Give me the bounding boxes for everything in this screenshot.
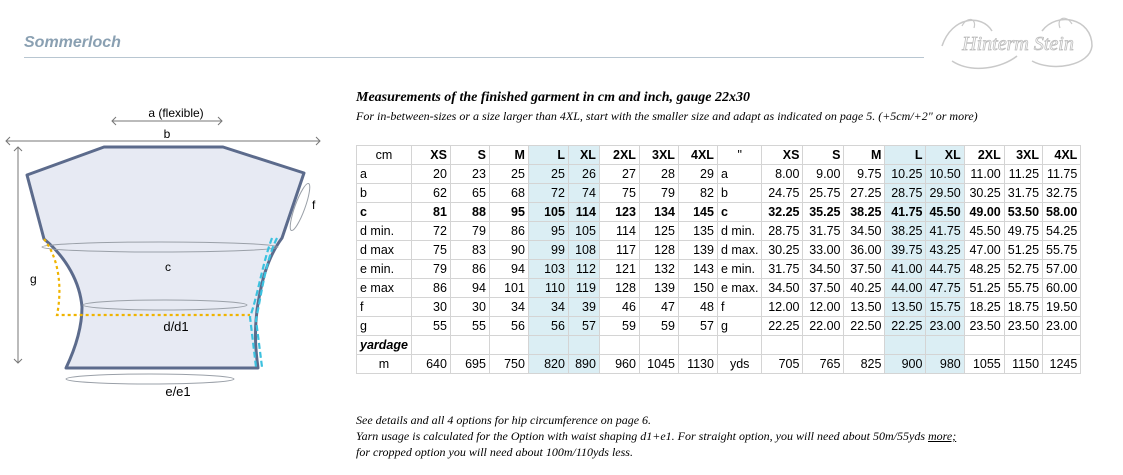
empty-cell [926,336,964,355]
yardage-yds-value: 765 [803,355,844,374]
cm-value: 59 [639,317,678,336]
size-header-cm: 4XL [678,146,717,165]
note-options: See details and all 4 options for hip circumference on page 6. [356,413,652,427]
cm-value: 95 [489,203,528,222]
page-title: Sommerloch [24,34,121,51]
cm-value: 114 [568,203,599,222]
cm-value: 101 [489,279,528,298]
inch-value: 44.00 [885,279,926,298]
row-label: e max [357,279,412,298]
inch-value: 29.50 [926,184,964,203]
cm-value: 132 [639,260,678,279]
cm-value: 75 [599,184,639,203]
empty-cell [1004,336,1042,355]
cm-value: 105 [528,203,568,222]
inch-value: 34.50 [762,279,803,298]
inch-value: 31.75 [1004,184,1042,203]
yardage-yds-value: 705 [762,355,803,374]
size-header-inch: 2XL [964,146,1004,165]
inch-value: 23.50 [964,317,1004,336]
size-header-inch: XS [762,146,803,165]
yardage-m-value: 1130 [678,355,717,374]
inch-value: 48.25 [964,260,1004,279]
cm-value: 29 [678,165,717,184]
row-label: b [357,184,412,203]
inch-value: 18.25 [964,298,1004,317]
empty-cell [489,336,528,355]
cm-value: 110 [528,279,568,298]
cm-value: 27 [599,165,639,184]
intro [356,90,1116,124]
yardage-m-value: 890 [568,355,599,374]
size-header-cm: M [489,146,528,165]
row-label-inch: c [717,203,762,222]
yardage-row [357,355,1081,374]
cm-value: 125 [639,222,678,241]
label-c: c [165,260,171,274]
empty-cell [964,336,1004,355]
cm-value: 75 [411,241,450,260]
row-label-inch: g [717,317,762,336]
inch-value: 19.50 [1043,298,1081,317]
inch-value: 30.25 [762,241,803,260]
cm-value: 103 [528,260,568,279]
inch-value: 38.25 [885,222,926,241]
cm-value: 99 [528,241,568,260]
brand-logo [932,6,1102,78]
inch-value: 41.75 [926,222,964,241]
inch-value: 31.75 [803,222,844,241]
inch-value: 31.75 [762,260,803,279]
cm-value: 105 [568,222,599,241]
cm-value: 62 [411,184,450,203]
inch-value: 44.75 [926,260,964,279]
cm-value: 28 [639,165,678,184]
table-row [357,298,1081,317]
header-cm: cm [357,146,412,165]
yardage-heading: yardage [357,336,412,355]
inch-value: 45.50 [926,203,964,222]
inch-value: 47.75 [926,279,964,298]
size-header-cm: XS [411,146,450,165]
label-d: d/d1 [163,319,189,334]
inch-value: 35.25 [803,203,844,222]
yardage-label-yds: yds [717,355,762,374]
inch-value: 13.50 [844,298,885,317]
inch-value: 9.00 [803,165,844,184]
row-label: a [357,165,412,184]
inch-value: 34.50 [844,222,885,241]
row-label: f [357,298,412,317]
cm-value: 86 [450,260,489,279]
label-e: e/e1 [165,384,191,399]
header-inch: " [717,146,762,165]
yardage-yds-value: 1245 [1043,355,1081,374]
empty-cell [844,336,885,355]
svg-text:Hinterm Stein: Hinterm Stein [962,33,1074,55]
table-row [357,165,1081,184]
cm-value: 95 [528,222,568,241]
inch-value: 22.00 [803,317,844,336]
row-label: e min. [357,260,412,279]
cm-value: 74 [568,184,599,203]
table-row [357,260,1081,279]
cm-value: 79 [639,184,678,203]
size-header-inch: 3XL [1004,146,1042,165]
inch-value: 12.00 [803,298,844,317]
cm-value: 25 [489,165,528,184]
table-header-row [357,146,1081,165]
cm-value: 79 [411,260,450,279]
cm-value: 82 [678,184,717,203]
inch-value: 40.25 [844,279,885,298]
inch-value: 36.00 [844,241,885,260]
cm-value: 94 [450,279,489,298]
inch-value: 22.25 [762,317,803,336]
yardage-section-row [357,336,1081,355]
inch-value: 23.50 [1004,317,1042,336]
inch-value: 13.50 [885,298,926,317]
inch-value: 55.75 [1043,241,1081,260]
inch-value: 47.00 [964,241,1004,260]
yardage-m-value: 1045 [639,355,678,374]
cm-value: 39 [568,298,599,317]
note-yarn-more: more; [928,429,957,443]
note-yarn [356,428,956,444]
size-header-inch: 4XL [1043,146,1081,165]
table-row [357,203,1081,222]
size-header-cm: 3XL [639,146,678,165]
cm-value: 30 [411,298,450,317]
garment-body [27,147,304,368]
cm-value: 81 [411,203,450,222]
cm-value: 114 [599,222,639,241]
cm-value: 34 [528,298,568,317]
yardage-m-value: 750 [489,355,528,374]
size-header-cm: XL [568,146,599,165]
inch-value: 22.25 [885,317,926,336]
empty-cell [411,336,450,355]
inch-value: 51.25 [964,279,1004,298]
cm-value: 139 [678,241,717,260]
table-row [357,317,1081,336]
inch-value: 11.75 [1043,165,1081,184]
inch-value: 37.50 [803,279,844,298]
size-header-inch: M [844,146,885,165]
cm-value: 57 [678,317,717,336]
yardage-m-value: 640 [411,355,450,374]
cm-value: 83 [450,241,489,260]
cm-value: 46 [599,298,639,317]
cm-value: 25 [528,165,568,184]
inch-value: 27.25 [844,184,885,203]
label-f: f [312,198,316,212]
yardage-m-value: 695 [450,355,489,374]
label-g: g [30,272,37,286]
inch-value: 25.75 [803,184,844,203]
table-row [357,222,1081,241]
yardage-m-value: 820 [528,355,568,374]
cm-value: 65 [450,184,489,203]
size-header-inch: L [885,146,926,165]
inch-value: 49.75 [1004,222,1042,241]
empty-cell [1043,336,1081,355]
cm-value: 128 [639,241,678,260]
header-divider [24,57,924,58]
cm-value: 123 [599,203,639,222]
size-header-cm: S [450,146,489,165]
inch-value: 30.25 [964,184,1004,203]
inch-value: 43.25 [926,241,964,260]
inch-value: 28.75 [762,222,803,241]
cm-value: 59 [599,317,639,336]
empty-cell [528,336,568,355]
empty-cell [568,336,599,355]
cm-value: 128 [599,279,639,298]
cm-value: 139 [639,279,678,298]
inch-value: 34.50 [803,260,844,279]
intro-subtitle: For in-between-sizes or a size larger than 4XL, start with the smaller size and adapt as indicated on page 5. (+5cm/+2" or more) [356,109,978,123]
row-label: d max [357,241,412,260]
inch-value: 37.50 [844,260,885,279]
cm-value: 108 [568,241,599,260]
inch-value: 39.75 [885,241,926,260]
inch-value: 53.50 [1004,203,1042,222]
notes [356,412,956,460]
inch-value: 55.75 [1004,279,1042,298]
garment-diagram [0,95,340,475]
inch-value: 58.00 [1043,203,1081,222]
inch-value: 45.50 [964,222,1004,241]
cm-value: 88 [450,203,489,222]
cm-value: 68 [489,184,528,203]
table-row [357,279,1081,298]
cm-value: 79 [450,222,489,241]
inch-value: 32.25 [762,203,803,222]
yardage-yds-value: 980 [926,355,964,374]
inch-value: 57.00 [1043,260,1081,279]
inch-value: 18.75 [1004,298,1042,317]
cm-value: 34 [489,298,528,317]
table-row [357,241,1081,260]
cm-value: 86 [411,279,450,298]
inch-value: 12.00 [762,298,803,317]
cm-value: 26 [568,165,599,184]
inch-value: 23.00 [1043,317,1081,336]
inch-value: 32.75 [1043,184,1081,203]
inch-value: 15.75 [926,298,964,317]
empty-cell [639,336,678,355]
cm-value: 30 [450,298,489,317]
cm-value: 117 [599,241,639,260]
empty-cell [450,336,489,355]
cm-value: 119 [568,279,599,298]
cm-value: 72 [528,184,568,203]
empty-cell [885,336,926,355]
row-label-inch: d min. [717,222,762,241]
cm-value: 90 [489,241,528,260]
inch-value: 24.75 [762,184,803,203]
row-label-inch: a [717,165,762,184]
inch-value: 23.00 [926,317,964,336]
inch-value: 52.75 [1004,260,1042,279]
note-yarn-text: Yarn usage is calculated for the Option with waist shaping d1+e1. For straight option, you will need about 50m/55yds [356,429,925,443]
yardage-yds-value: 900 [885,355,926,374]
empty-cell [717,336,762,355]
label-b: b [163,127,171,141]
row-label: g [357,317,412,336]
cm-value: 94 [489,260,528,279]
inch-value: 28.75 [885,184,926,203]
yardage-label-m: m [357,355,412,374]
inch-value: 33.00 [803,241,844,260]
cm-value: 47 [639,298,678,317]
cm-value: 86 [489,222,528,241]
cm-value: 72 [411,222,450,241]
cm-value: 134 [639,203,678,222]
yardage-yds-value: 1055 [964,355,1004,374]
inch-value: 54.25 [1043,222,1081,241]
measurements-table [356,145,1081,374]
cm-value: 55 [450,317,489,336]
row-label-inch: e max. [717,279,762,298]
inch-value: 22.50 [844,317,885,336]
inch-value: 41.00 [885,260,926,279]
size-header-inch: S [803,146,844,165]
row-label-inch: e min. [717,260,762,279]
empty-cell [678,336,717,355]
row-label-inch: f [717,298,762,317]
inch-value: 49.00 [964,203,1004,222]
label-a: a (flexible) [148,106,204,120]
size-header-inch: XL [926,146,964,165]
inch-value: 8.00 [762,165,803,184]
cm-value: 143 [678,260,717,279]
row-label: c [357,203,412,222]
yardage-yds-value: 1150 [1004,355,1042,374]
empty-cell [762,336,803,355]
inch-value: 9.75 [844,165,885,184]
size-header-cm: 2XL [599,146,639,165]
inch-value: 51.25 [1004,241,1042,260]
inch-value: 38.25 [844,203,885,222]
table-row [357,184,1081,203]
cm-value: 121 [599,260,639,279]
cm-value: 48 [678,298,717,317]
cm-value: 56 [489,317,528,336]
cm-value: 150 [678,279,717,298]
note-cropped: for cropped option you will need about 100m/110yds less. [356,445,633,459]
cm-value: 56 [528,317,568,336]
cm-value: 23 [450,165,489,184]
cm-value: 20 [411,165,450,184]
cm-value: 135 [678,222,717,241]
cm-value: 145 [678,203,717,222]
size-header-cm: L [528,146,568,165]
inch-value: 11.00 [964,165,1004,184]
inch-value: 10.50 [926,165,964,184]
cm-value: 55 [411,317,450,336]
row-label-inch: d max. [717,241,762,260]
yardage-m-value: 960 [599,355,639,374]
empty-cell [599,336,639,355]
row-label-inch: b [717,184,762,203]
yardage-yds-value: 825 [844,355,885,374]
inch-value: 41.75 [885,203,926,222]
inch-value: 60.00 [1043,279,1081,298]
empty-cell [803,336,844,355]
cm-value: 57 [568,317,599,336]
intro-title: Measurements of the finished garment in cm and inch, gauge 22x30 [356,90,750,105]
inch-value: 11.25 [1004,165,1042,184]
inch-value: 10.25 [885,165,926,184]
row-label: d min. [357,222,412,241]
cm-value: 112 [568,260,599,279]
